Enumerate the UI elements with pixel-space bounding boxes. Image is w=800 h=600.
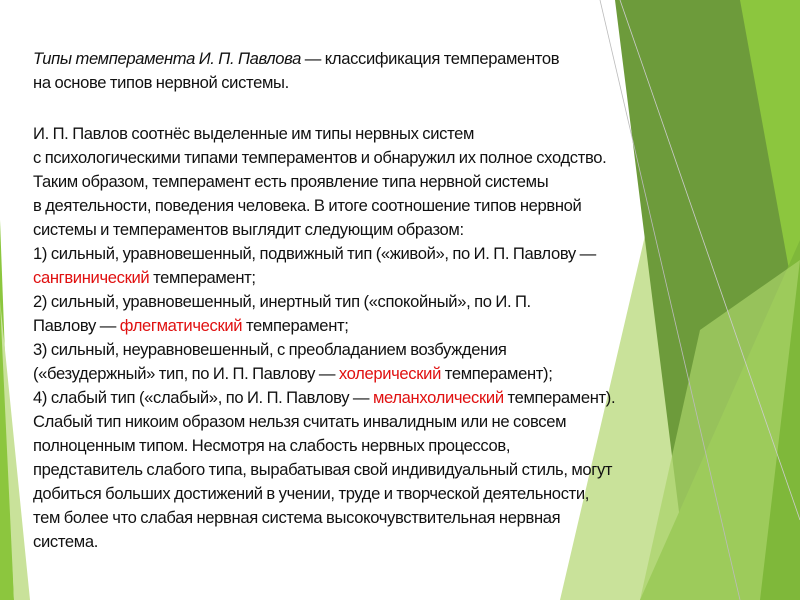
text-segment: темперамент; [149, 268, 256, 287]
text-line [33, 71, 615, 95]
text-line [33, 314, 615, 338]
text-segment: с психологическими типами темпераментов и обнаружил их полное сходство. [33, 148, 607, 167]
temperament-name-highlight: меланхолический [372, 388, 504, 407]
text-line [33, 530, 615, 554]
text-line [33, 290, 615, 314]
term-italic: Типы темперамента И. П. Павлова [33, 49, 301, 68]
text-line [33, 194, 615, 218]
text-line [33, 458, 615, 482]
text-segment: темперамент); [441, 364, 553, 383]
text-segment: темперамент; [242, 316, 349, 335]
text-line [33, 434, 615, 458]
text-segment: системы и темпераментов выглядит следующим образом: [33, 220, 464, 239]
text-line [33, 218, 615, 242]
text-line [33, 242, 615, 266]
blank-line [33, 95, 615, 122]
temperament-name-highlight: флегматический [119, 316, 243, 335]
temperament-name-highlight: сангвинический [33, 268, 150, 287]
text-segment: 4) слабый тип («слабый», по И. П. Павлову — [33, 388, 373, 407]
text-segment: 3) сильный, неуравновешенный, с преобладанием возбуждения [33, 340, 507, 359]
text-segment: тем более что слабая нервная система высокочувствительная нервная [33, 508, 561, 527]
text-line [33, 266, 615, 290]
text-segment: темперамент). [503, 388, 616, 407]
text-segment: в деятельности, поведения человека. В итоге соотношение типов нервной [33, 196, 582, 215]
text-segment: полноценным типом. Несмотря на слабость нервных процессов, [33, 436, 511, 455]
text-segment: система. [33, 532, 98, 551]
text-segment: на основе типов нервной системы. [33, 73, 289, 92]
text-segment: добиться больших достижений в учении, труде и творческой деятельности, [33, 484, 590, 503]
text-line [33, 47, 615, 71]
text-segment: Таким образом, темперамент есть проявление типа нервной системы [33, 172, 549, 191]
text-line [33, 170, 615, 194]
temperament-name-highlight: холерический [338, 364, 441, 383]
text-line [33, 146, 615, 170]
text-segment: представитель слабого типа, вырабатывая свой индивидуальный стиль, могут [33, 460, 613, 479]
text-line [33, 506, 615, 530]
text-line [33, 122, 615, 146]
text-segment: («безудержный» тип, по И. П. Павлову — [33, 364, 339, 383]
text-segment: Павлову — [33, 316, 120, 335]
text-segment: И. П. Павлов соотнёс выделенные им типы нервных систем [33, 124, 475, 143]
text-segment: 1) сильный, уравновешенный, подвижный тип («живой», по И. П. Павлову — [33, 244, 596, 263]
text-segment: 2) сильный, уравновешенный, инертный тип («спокойный», по И. П. [33, 292, 531, 311]
text-line [33, 362, 615, 386]
text-line [33, 410, 615, 434]
text-line [33, 386, 615, 410]
text-line [33, 482, 615, 506]
text-line [33, 338, 615, 362]
slide-body-text [33, 47, 615, 554]
text-segment: Слабый тип никоим образом нельзя считать инвалидным или не совсем [33, 412, 567, 431]
text-segment: — классификация темпераментов [301, 49, 560, 68]
